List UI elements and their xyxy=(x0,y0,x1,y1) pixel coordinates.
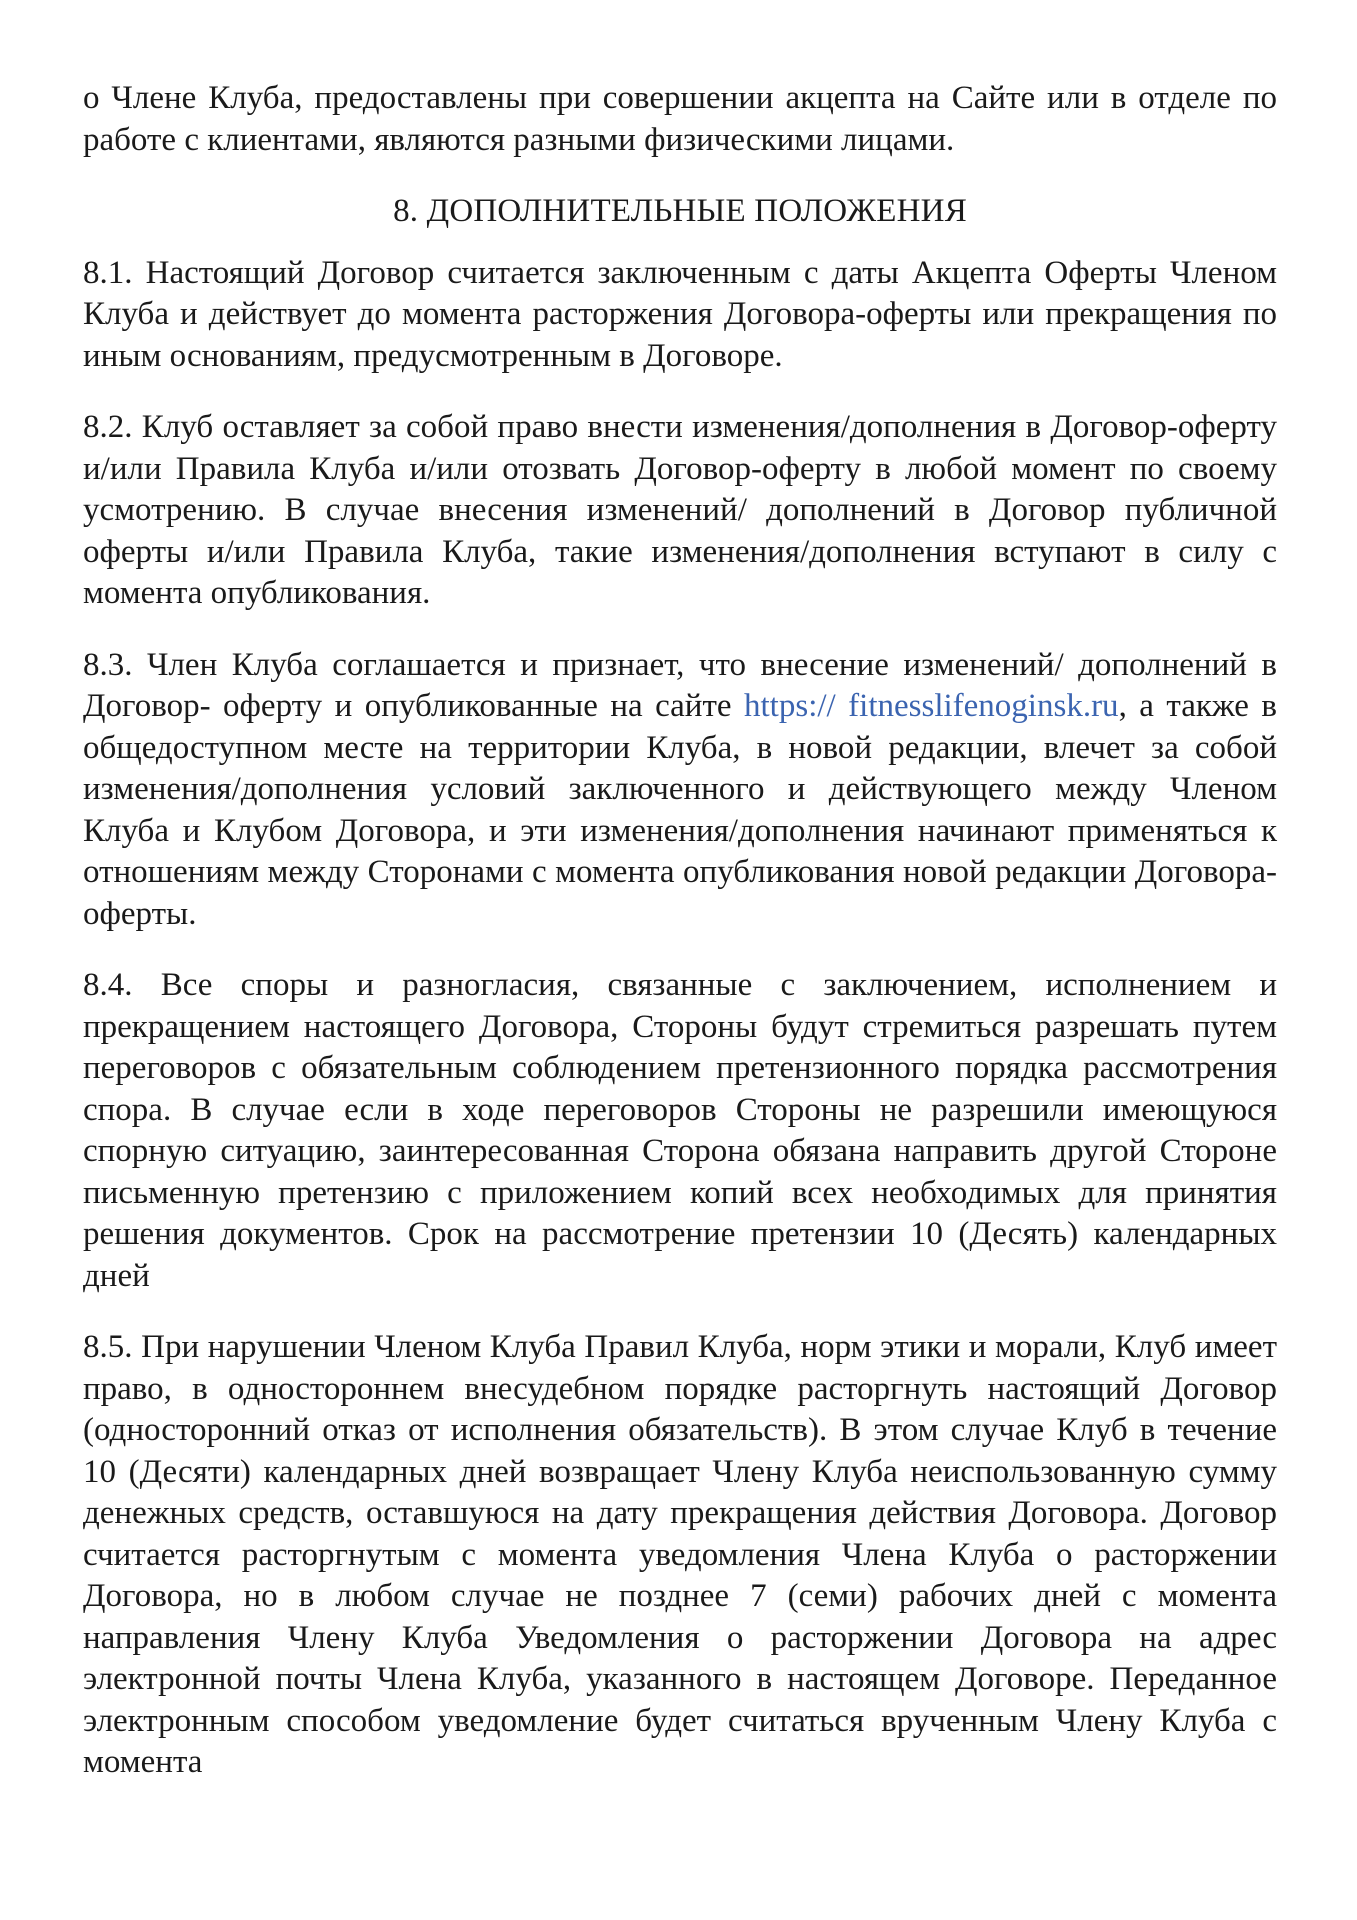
intro-paragraph: о Члене Клуба, предоставлены при совершении акцепта на Сайте или в отделе по работе с клиентами, являются разными физическими лицами. xyxy=(83,80,1277,158)
document-page xyxy=(83,78,1277,1804)
clause-8-3-text-before: 8.3. Член Клуба соглашается и признает, что внесение изменений/ дополнений в Договор- оферту и опубликованные на сайте xyxy=(83,646,1277,724)
clause-8-3-text-after: , а также в общедоступном месте на территории Клуба, в новой редакции, влечет за собой изменения/дополнения условий заключенного и действующего между Членом Клуба и Клубом Договора, и эти изменения/дополнения начинают применяться к отношениям между Сторонами с момента опубликования новой редакции Договора-оферты. xyxy=(83,688,1277,932)
clause-8-4: 8.4. Все споры и разногласия, связанные с заключением, исполнением и прекращением настоящего Договора, Стороны будут стремиться разрешать путем переговоров с обязательным соблюдением претензионного порядка рассмотрения спора. В случае если в ходе переговоров Стороны не разрешили имеющуюся спорную ситуацию, заинтересованная Сторона обязана направить другой Стороне письменную претензию с приложением копий всех необходимых для принятия решения документов. Срок на рассмотрение претензии 10 (Десять) календарных дней xyxy=(83,967,1277,1294)
clause-8-1: 8.1. Настоящий Договор считается заключенным с даты Акцепта Оферты Членом Клуба и действует до момента расторжения Договора-оферты или прекращения по иным основаниям, предусмотренным в Договоре. xyxy=(83,254,1277,374)
clause-8-2: 8.2. Клуб оставляет за собой право внести изменения/дополнения в Договор-оферту и/или Правила Клуба и/или отозвать Договор-оферту в любой момент по своему усмотрению. В случае внесения изменений/ дополнений в Договор публичной оферты и/или Правила Клуба, такие изменения/дополнения вступают в силу с момента опубликования. xyxy=(83,409,1277,611)
clause-8-3 xyxy=(83,645,1277,936)
website-link[interactable]: https:// fitnesslifenoginsk.ru xyxy=(744,688,1119,724)
section-heading: 8. ДОПОЛНИТЕЛЬНЫЕ ПОЛОЖЕНИЯ xyxy=(393,193,967,229)
clause-8-5: 8.5. При нарушении Членом Клуба Правил Клуба, норм этики и морали, Клуб имеет право, в одностороннем внесудебном порядке расторгнуть настоящий Договор (односторонний отказ от исполнения обязательств). В этом случае Клуб в течение 10 (Десяти) календарных дней возвращает Члену Клуба неиспользованную сумму денежных средств, оставшуюся на дату прекращения действия Договора. Договор считается расторгнутым с момента уведомления Члена Клуба о расторжении Договора, но в любом случае не позднее 7 (семи) рабочих дней с момента направления Члену Клуба Уведомления о расторжении Договора на адрес электронной почты Члена Клуба, указанного в настоящем Договоре. Переданное электронным способом уведомление будет считаться врученным Члену Клуба с момента xyxy=(83,1329,1277,1780)
